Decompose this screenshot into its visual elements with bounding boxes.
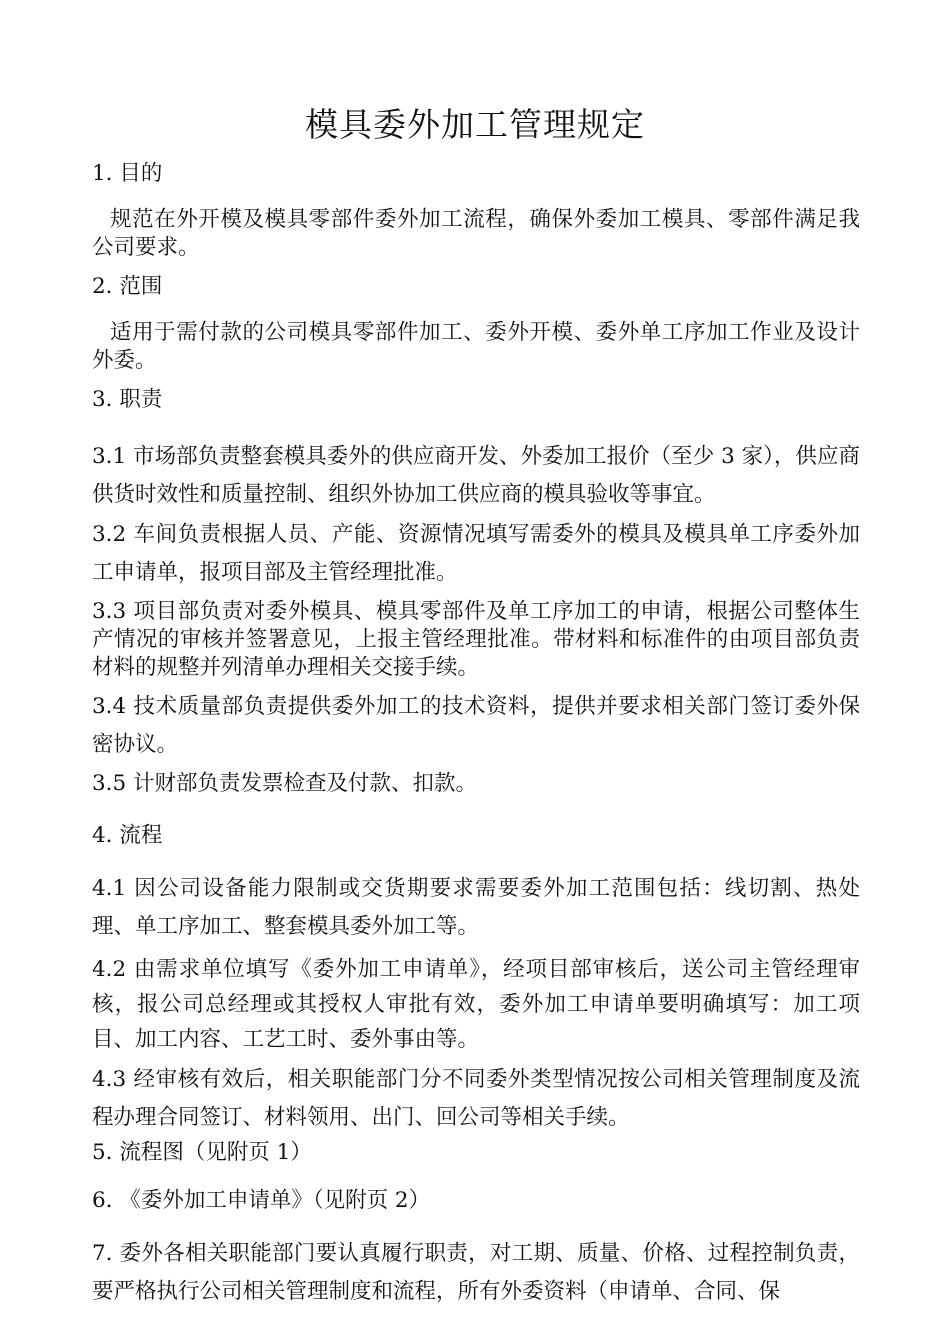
section-7-text: 7. 委外各相关职能部门要认真履行职责，对工期、质量、价格、过程控制负责，要严格执行公司相关管理制度和流程，所有外委资料（申请单、合同、保 bbox=[92, 1241, 860, 1304]
process-4-3: 4.3 经审核有效后，相关职能部门分不同委外类型情况按公司相关管理制度及流程办理合同签订、材料领用、出门、回公司等相关手续。 bbox=[92, 1067, 860, 1130]
scope-text: 适用于需付款的公司模具零部件加工、委外开模、委外单工序加工作业及设计外委。 bbox=[92, 320, 860, 373]
section-heading-flowchart: 5. 流程图（见附页 1） bbox=[92, 1140, 312, 1165]
responsibility-3-3: 3.3 项目部负责对委外模具、模具零部件及单工序加工的申请，根据公司整体生产情况的审核并签署意见，上报主管经理批准。带材料和标准件的由项目部负责材料的规整并列清单办理相关交接手续。 bbox=[92, 599, 860, 680]
section-heading-purpose: 1. 目的 bbox=[92, 161, 163, 186]
process-4-1: 4.1 因公司设备能力限制或交货期要求需要委外加工范围包括：线切割、热处理、单工序加工、整套模具委外加工等。 bbox=[92, 876, 860, 939]
purpose-text: 规范在外开模及模具零部件委外加工流程，确保外委加工模具、零部件满足我公司要求。 bbox=[92, 207, 860, 260]
section-heading-scope: 2. 范围 bbox=[92, 274, 163, 299]
responsibility-3-5: 3.5 计财部负责发票检查及付款、扣款。 bbox=[92, 771, 478, 796]
process-4-2: 4.2 由需求单位填写《委外加工申请单》，经项目部审核后，送公司主管经理审核，报公司总经理或其授权人审批有效，委外加工申请单要明确填写：加工项目、加工内容、工艺工时、委外事由等。 bbox=[92, 957, 860, 1052]
responsibility-3-2: 3.2 车间负责根据人员、产能、资源情况填写需委外的模具及模具单工序委外加工申请单，报项目部及主管经理批准。 bbox=[92, 522, 860, 585]
responsibility-3-4: 3.4 技术质量部负责提供委外加工的技术资料，提供并要求相关部门签订委外保密协议。 bbox=[92, 694, 860, 757]
section-heading-application-form: 6. 《委外加工申请单》（见附页 2） bbox=[92, 1188, 431, 1213]
section-heading-process: 4. 流程 bbox=[92, 823, 163, 848]
responsibility-3-1: 3.1 市场部负责整套模具委外的供应商开发、外委加工报价（至少 3 家），供应商供货时效性和质量控制、组织外协加工供应商的模具验收等事宜。 bbox=[92, 444, 860, 507]
document-body bbox=[92, 154, 860, 1311]
document-title: 模具委外加工管理规定 bbox=[305, 105, 645, 144]
section-heading-responsibilities: 3. 职责 bbox=[92, 387, 163, 412]
